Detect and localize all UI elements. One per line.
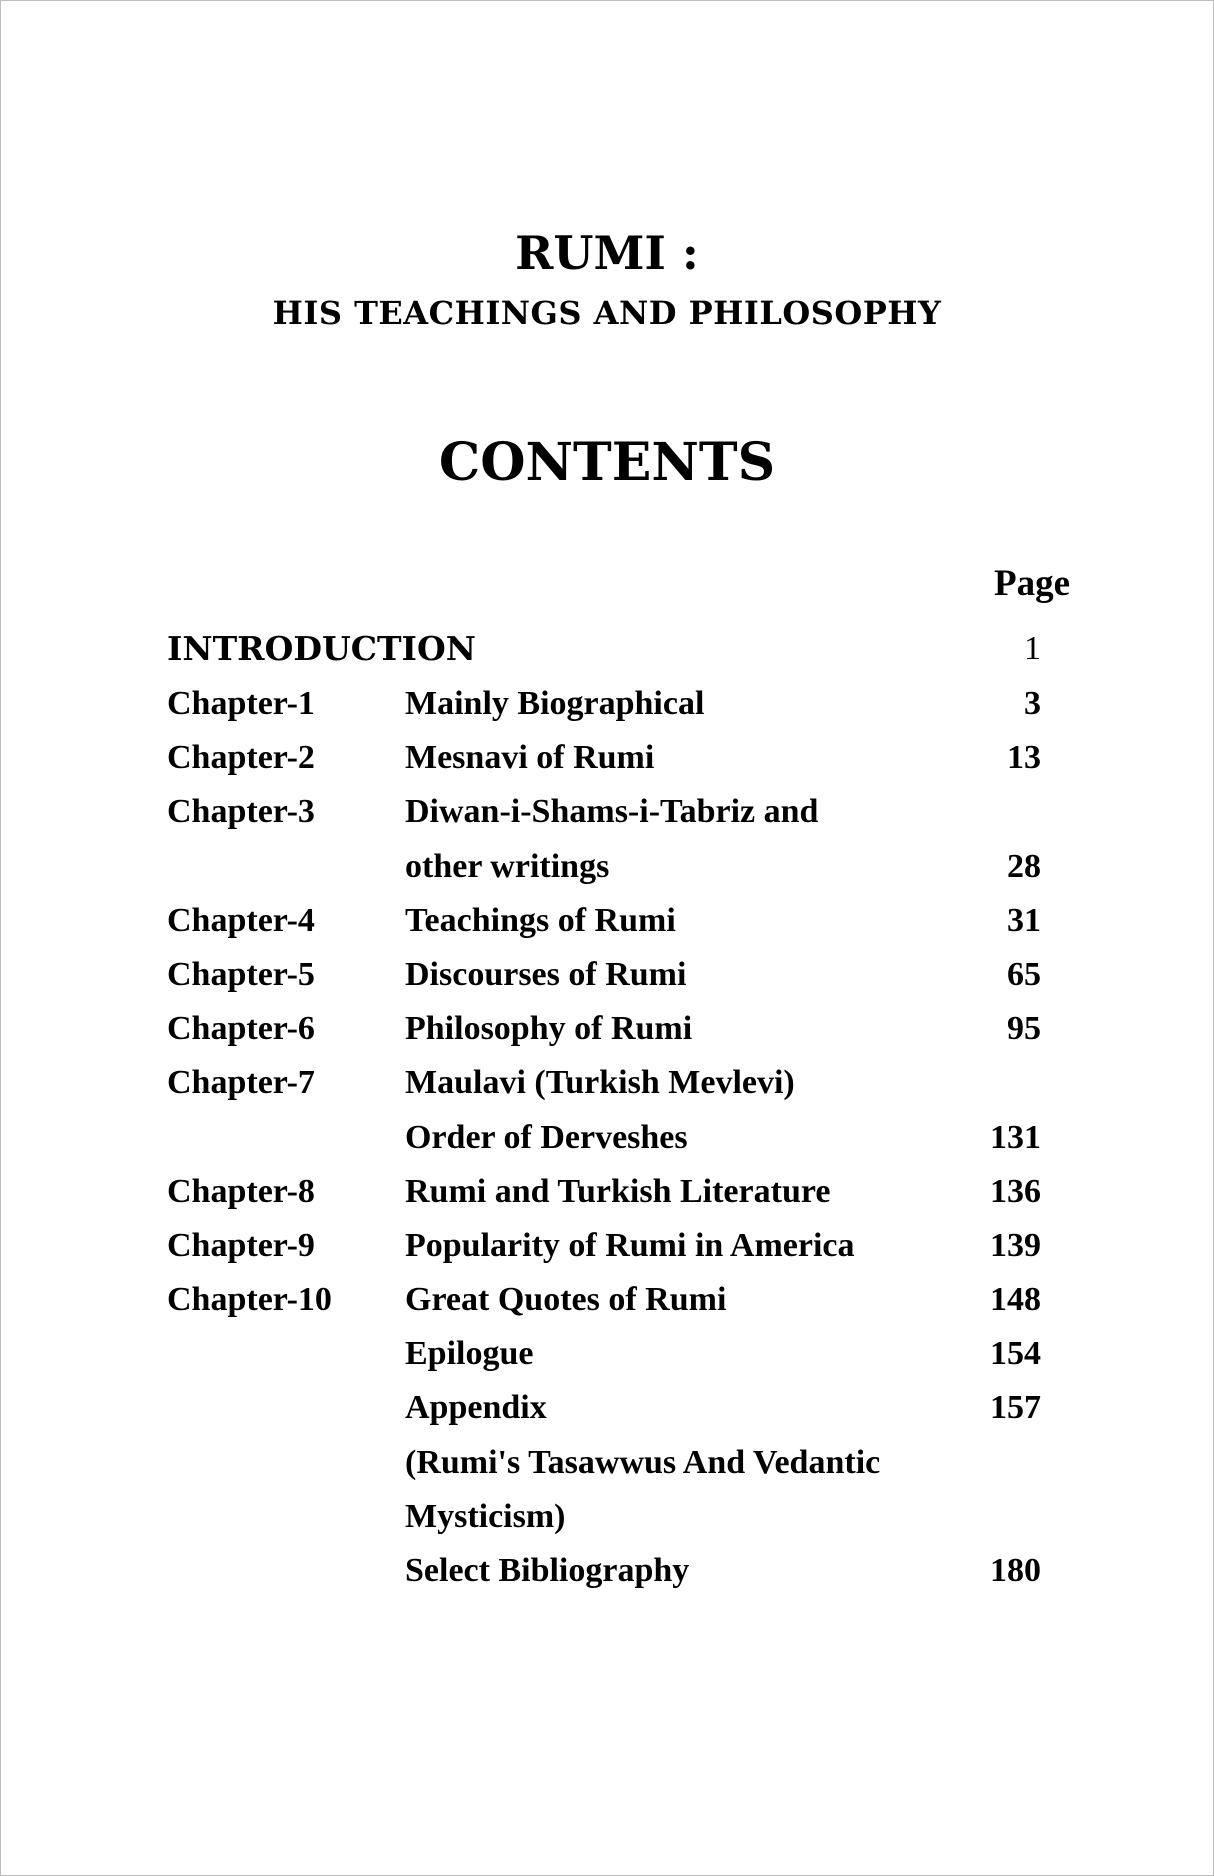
toc-entry xyxy=(167,1273,1041,1327)
toc-entry xyxy=(167,1490,1041,1544)
book-subtitle: HIS TEACHINGS AND PHILOSOPHY xyxy=(272,294,942,332)
toc-entry-label: Chapter-8 xyxy=(167,1172,315,1210)
toc-entry-label: Chapter-6 xyxy=(167,1010,315,1048)
toc-entry-page: 139 xyxy=(990,1226,1041,1264)
toc-entry-label: Chapter-1 xyxy=(167,685,315,722)
toc-entry xyxy=(167,1056,1041,1110)
toc-entry-title: Select Bibliography xyxy=(405,1552,690,1589)
toc-entry xyxy=(167,1111,1041,1165)
toc-entry-label: Chapter-5 xyxy=(167,955,315,993)
toc-entry-page: 148 xyxy=(990,1281,1041,1319)
toc-entry-page: 13 xyxy=(1007,739,1041,777)
toc-entry xyxy=(167,677,1041,731)
toc-entry-title: Teachings of Rumi xyxy=(405,901,676,939)
toc-entry-label: Chapter-9 xyxy=(167,1226,315,1264)
toc-entry-title: (Rumi's Tasawwus And Vedantic xyxy=(405,1443,881,1481)
toc-entry xyxy=(167,620,1041,677)
toc-entry xyxy=(167,948,1041,1002)
toc-entry-title: Rumi and Turkish Literature xyxy=(405,1172,831,1210)
toc-entry-page: 131 xyxy=(990,1118,1041,1156)
toc-entry-title: Philosophy of Rumi xyxy=(405,1010,693,1048)
table-of-contents xyxy=(167,620,1041,1598)
toc-entry-page: 28 xyxy=(1007,847,1041,885)
page-column-header: Page xyxy=(993,563,1070,604)
contents-heading: CONTENTS xyxy=(438,432,776,493)
toc-entry-page: 65 xyxy=(1007,955,1041,993)
toc-entry-label: Chapter-7 xyxy=(167,1064,315,1102)
toc-entry xyxy=(167,1327,1041,1381)
toc-entry xyxy=(167,1381,1041,1435)
toc-entry-label: Chapter-3 xyxy=(167,793,315,831)
toc-entry xyxy=(167,1002,1041,1056)
toc-entry-label: INTRODUCTION xyxy=(167,629,476,668)
toc-entry xyxy=(167,1219,1041,1273)
toc-entry-page: 3 xyxy=(1024,685,1041,722)
toc-entry-label: Chapter-4 xyxy=(167,901,315,939)
toc-entry-page: 180 xyxy=(990,1552,1041,1589)
book-title: RUMI : xyxy=(515,226,699,280)
toc-entry-page: 95 xyxy=(1007,1010,1041,1048)
toc-entry-label: Chapter-10 xyxy=(167,1281,332,1319)
toc-entry-title: Maulavi (Turkish Mevlevi) xyxy=(405,1064,795,1102)
toc-entry-title: other writings xyxy=(405,847,610,885)
toc-entry-page: 157 xyxy=(990,1389,1041,1427)
toc-entry-title: Order of Derveshes xyxy=(405,1118,688,1156)
toc-entry xyxy=(167,840,1041,894)
toc-entry-page: 31 xyxy=(1007,901,1041,939)
toc-entry-title: Great Quotes of Rumi xyxy=(405,1281,727,1319)
toc-entry-page: 1 xyxy=(1024,630,1041,667)
toc-entry-title: Popularity of Rumi in America xyxy=(405,1226,855,1264)
toc-entry-page: 136 xyxy=(990,1172,1041,1210)
toc-entry-title: Diwan-i-Shams-i-Tabriz and xyxy=(405,793,819,831)
toc-entry xyxy=(167,785,1041,839)
toc-entry xyxy=(167,731,1041,785)
toc-entry xyxy=(167,1544,1041,1598)
toc-entry-title: Appendix xyxy=(405,1389,547,1427)
toc-entry-title: Mainly Biographical xyxy=(405,685,705,722)
toc-entry xyxy=(167,1165,1041,1219)
toc-entry-title: Epilogue xyxy=(405,1335,534,1373)
toc-entry xyxy=(167,894,1041,948)
toc-entry-title: Discourses of Rumi xyxy=(405,955,687,993)
toc-entry-title: Mysticism) xyxy=(405,1497,566,1535)
toc-entry xyxy=(167,1436,1041,1490)
toc-entry-label: Chapter-2 xyxy=(167,739,315,777)
toc-entry-title: Mesnavi of Rumi xyxy=(405,739,655,777)
toc-entry-page: 154 xyxy=(990,1335,1041,1373)
